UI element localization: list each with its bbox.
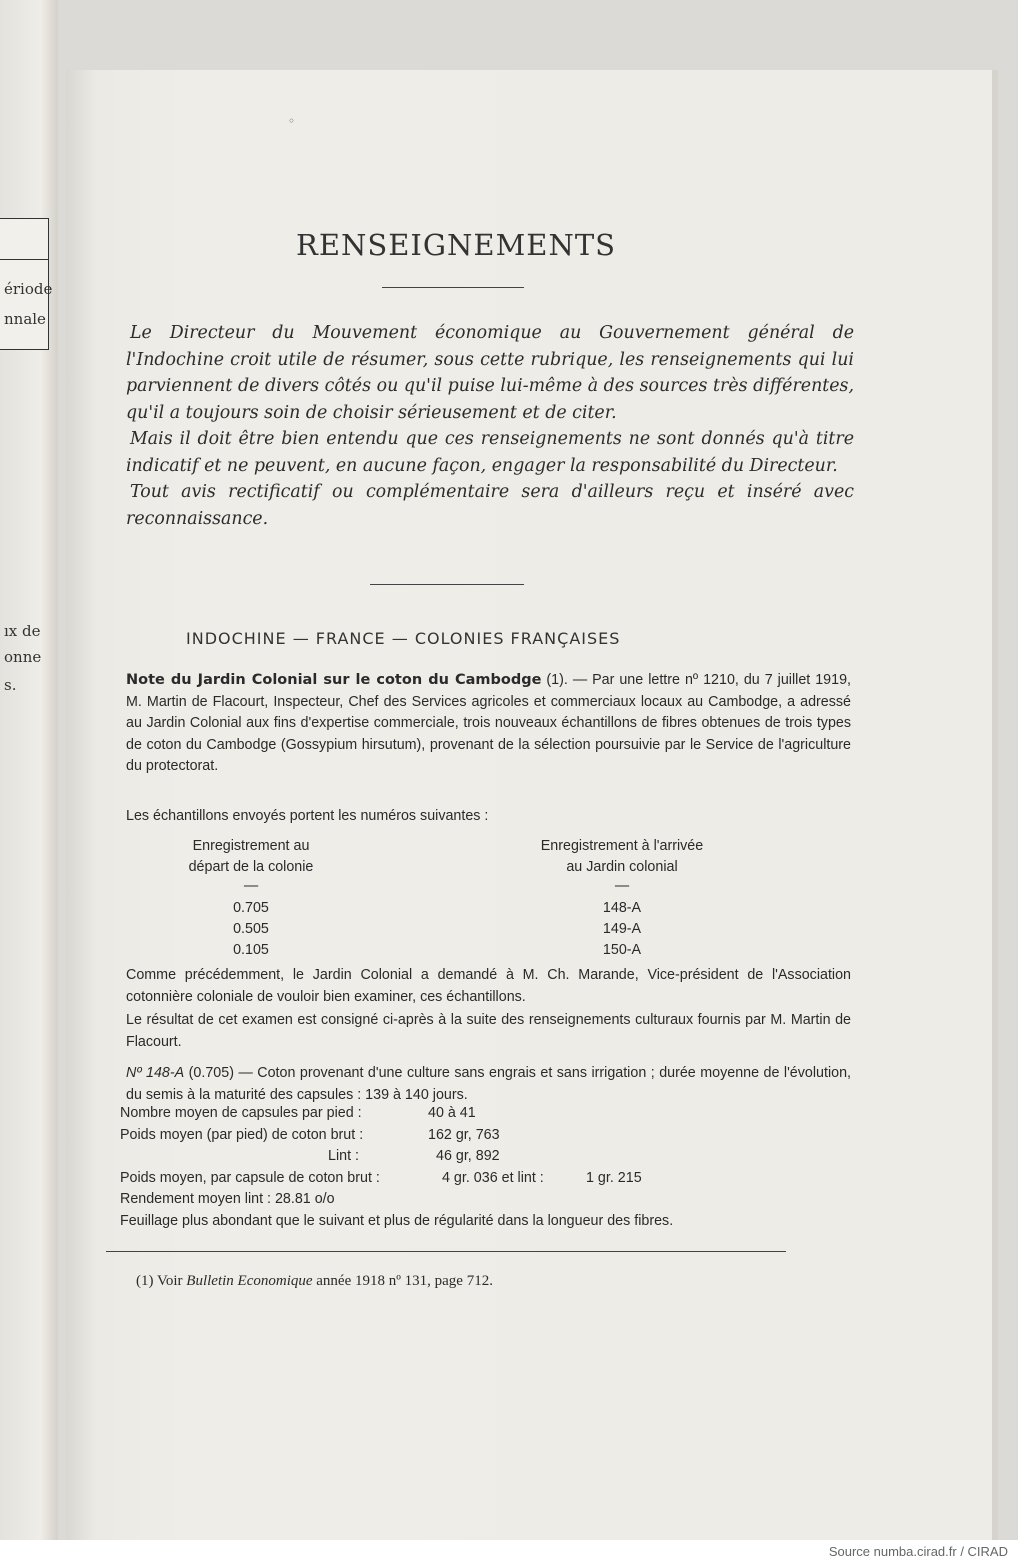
source-credit: Source numba.cirad.fr / CIRAD [828,1544,1008,1559]
sample-label: Nº 148-A [126,1065,185,1081]
column-header: au Jardin colonial [566,859,678,875]
column-header: départ de la colonie [188,859,314,875]
table-column-departure [156,836,346,961]
note-paragraph [126,670,851,778]
previous-page-fragment: onne [4,648,42,666]
table-cell: 0.105 [233,942,269,958]
note-ref: (1). [546,672,568,688]
table-cell: 150-A [602,942,642,958]
measure-label: Nombre moyen de capsules par pied : [120,1105,362,1121]
measure-value: 40 à 41 [428,1105,476,1121]
samples-intro: Les échantillons envoyés portent les numéros suivantes : [126,808,489,824]
column-dash: — [243,878,259,894]
column-header: Enregistrement au [192,838,310,854]
previous-page-fragment: s. [4,676,17,694]
intro-paragraph: Tout avis rectificatif ou complémentaire sera d'ailleurs reçu et inséré avec reconnaissance. [126,482,854,529]
footnote-suffix: année 1918 nº 131, page 712. [316,1273,493,1289]
table-column-arrival [512,836,732,961]
document-page [66,70,998,1540]
footnote-publication: Bulletin Economique [186,1273,313,1289]
note-title: Note du Jardin Colonial sur le coton du Cambodge [126,672,542,688]
footnote-marker: (1) [136,1273,154,1289]
previous-page-fragment: ériode [4,280,53,298]
table-cell: 148-A [602,900,642,916]
marande-paragraph: Comme précédemment, le Jardin Colonial a demandé à M. Ch. Marande, Vice-président de l'Association cotonnière coloniale de vouloir bien examiner, ces échantillons. [126,967,851,1005]
measure-value: 1 gr. 215 [586,1170,642,1186]
previous-page-fragment: nnale [4,310,46,328]
measure-value: 46 gr, 892 [436,1148,500,1164]
section-heading: INDOCHINE — FRANCE — COLONIES FRANÇAISES [186,629,621,648]
footnote-divider [106,1251,786,1252]
note-text: — Par une lettre nº 1210, du 7 juillet 1919, M. Martin de Flacourt, Inspecteur, Chef des Services agricoles et commerciaux locaux au Cambodge, a adressé au Jardin Colonial aux fins d'expertise commerciale, trois nouveaux échantillons de fibres obtenues de trois types de coton du Cambodge (Gossypium hirsutum), provenant de la sélection poursuivie par le Service de l'agriculture du protectorat. [126,672,851,774]
ink-mark: ◦ [288,114,296,128]
sample-148-paragraph [126,1063,851,1106]
page-title: RENSEIGNEMENTS [296,228,617,262]
measure-label: Lint : [328,1148,359,1164]
measure-label: Poids moyen, par capsule de coton brut : [120,1170,380,1186]
previous-page-fragment: ıx de [4,622,41,640]
title-divider [382,287,524,288]
table-cell: 0.505 [233,921,269,937]
measure-line: Rendement moyen lint : 28.81 o/o [120,1191,335,1207]
footnote-prefix: Voir [156,1273,183,1289]
table-cell: 0.705 [233,900,269,916]
column-dash: — [614,878,630,894]
measure-label: Poids moyen (par pied) de coton brut : [120,1127,364,1143]
measure-value: 4 gr. 036 et lint : [442,1170,544,1186]
intro-paragraph: Mais il doit être bien entendu que ces renseignements ne sont donnés qu'à titre indicatif et ne peuvent, en aucune façon, engager la responsabilité du Directeur. [126,429,854,476]
footnote [136,1273,493,1290]
intro-divider [370,584,524,585]
measure-line: Feuillage plus abondant que le suivant et plus de régularité dans la longueur des fibres. [120,1213,674,1229]
previous-page-edge [0,0,58,1540]
measure-value: 162 gr, 763 [428,1127,500,1143]
column-header: Enregistrement à l'arrivée [540,838,704,854]
intro-paragraph: Le Directeur du Mouvement économique au Gouvernement général de l'Indochine croit utile de résumer, sous cette rubrique, les renseignements qui lui parviennent de divers côtés ou qu'il puise lui-même à des sources très différentes, qu'il a toujours soin de choisir sérieusement et de citer. [126,323,854,423]
intro-block [126,320,854,532]
sample-code: (0.705) [188,1065,234,1081]
page-edge [992,70,998,1540]
result-paragraph: Le résultat de cet examen est consigné ci-après à la suite des renseignements culturaux fournis par M. Martin de Flacourt. [126,1012,851,1050]
sample-text: — Coton provenant d'une culture sans engrais et sans irrigation ; durée moyenne de l'évolution, du semis à la maturité des capsules : 139 à 140 jours. [126,1065,852,1103]
table-cell: 149-A [602,921,642,937]
